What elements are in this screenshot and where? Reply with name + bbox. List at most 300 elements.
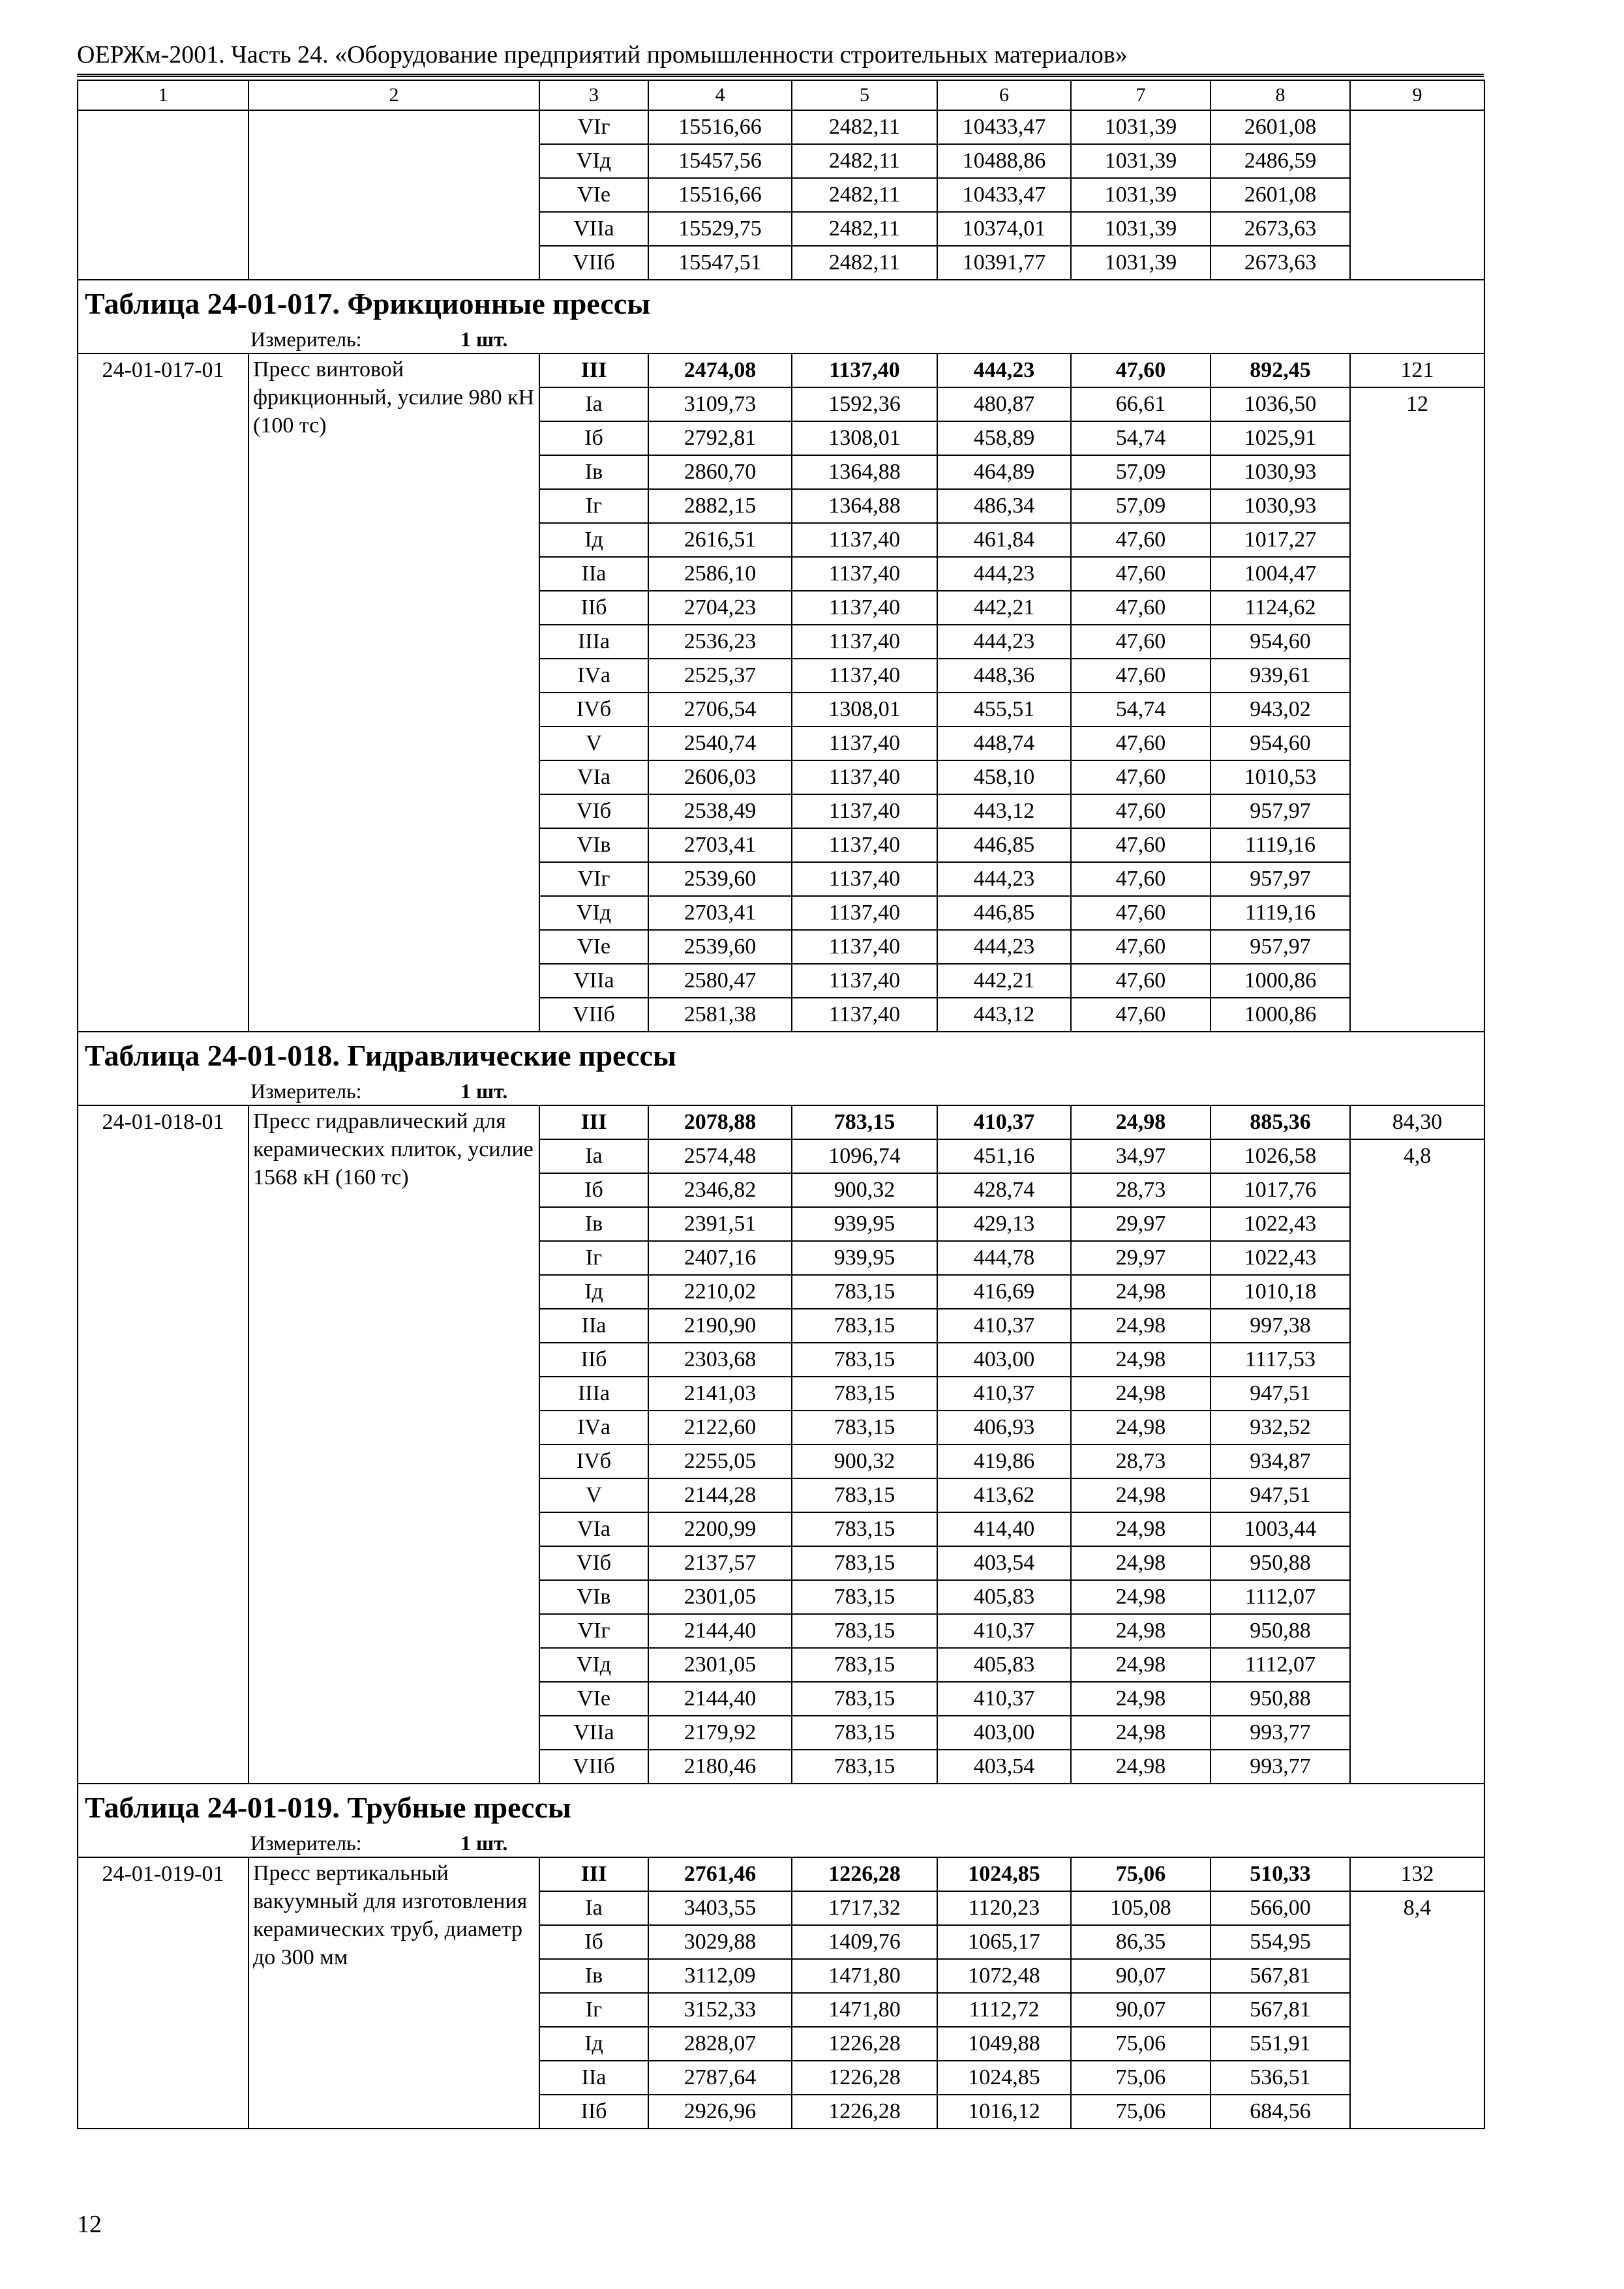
value-cell: 1592,36	[792, 387, 937, 421]
value-cell: 446,85	[937, 896, 1071, 930]
value-cell: 10488,86	[937, 144, 1071, 178]
value-cell: 15547,51	[648, 246, 792, 280]
value-cell: 1031,39	[1071, 246, 1210, 280]
value-cell: 939,61	[1210, 659, 1350, 693]
value-cell: 783,15	[792, 1411, 937, 1444]
zone-cell: Iв	[539, 1207, 648, 1241]
unit-row	[78, 1077, 1484, 1105]
value-cell: 1031,39	[1071, 110, 1210, 144]
value-cell: 954,60	[1210, 726, 1350, 760]
value-cell: 2180,46	[648, 1750, 792, 1784]
value-cell: 2539,60	[648, 862, 792, 896]
value-cell: 75,06	[1071, 2061, 1210, 2095]
column-number: 8	[1210, 80, 1350, 110]
value-cell: 536,51	[1210, 2061, 1350, 2095]
zone-cell: VIа	[539, 760, 648, 794]
zone-cell: IVа	[539, 1411, 648, 1444]
zone-cell: Iд	[539, 1275, 648, 1309]
value-cell: 2540,74	[648, 726, 792, 760]
zone-cell: VIе	[539, 930, 648, 964]
value-cell: 47,60	[1071, 591, 1210, 625]
value-cell: 24,98	[1071, 1614, 1210, 1648]
value-cell: 957,97	[1210, 794, 1350, 828]
value-cell: 1065,17	[937, 1925, 1071, 1959]
value-cell: 24,98	[1071, 1580, 1210, 1614]
value-cell: 1120,23	[937, 1891, 1071, 1925]
value-cell: 2301,05	[648, 1580, 792, 1614]
value-cell: 86,35	[1071, 1925, 1210, 1959]
value-cell: 2137,57	[648, 1546, 792, 1580]
zone-cell: VIе	[539, 178, 648, 212]
value-cell: 24,98	[1071, 1716, 1210, 1750]
value-cell: 47,60	[1071, 930, 1210, 964]
note-cell-empty	[1350, 110, 1484, 280]
value-cell: 458,89	[937, 421, 1071, 455]
value-cell: 410,37	[937, 1377, 1071, 1411]
value-cell: 414,40	[937, 1512, 1071, 1546]
rates-table	[77, 80, 1485, 2129]
value-cell: 1022,43	[1210, 1207, 1350, 1241]
value-cell: 1031,39	[1071, 178, 1210, 212]
value-cell: 957,97	[1210, 862, 1350, 896]
value-cell: 1137,40	[792, 557, 937, 591]
unit-label: Измеритель:	[250, 327, 362, 351]
value-cell: 943,02	[1210, 693, 1350, 726]
value-cell: 403,54	[937, 1546, 1071, 1580]
unit-label: Измеритель:	[250, 1831, 362, 1855]
value-cell: 54,74	[1071, 421, 1210, 455]
value-cell: 2122,60	[648, 1411, 792, 1444]
value-cell: 939,95	[792, 1241, 937, 1275]
value-cell: 993,77	[1210, 1750, 1350, 1784]
value-cell: 554,95	[1210, 1925, 1350, 1959]
value-cell: 105,08	[1071, 1891, 1210, 1925]
value-cell: 443,12	[937, 998, 1071, 1032]
value-cell: 448,74	[937, 726, 1071, 760]
column-number: 6	[937, 80, 1071, 110]
value-cell: 406,93	[937, 1411, 1071, 1444]
value-cell: 419,86	[937, 1444, 1071, 1478]
value-cell: 1137,40	[792, 964, 937, 998]
value-cell: 1112,07	[1210, 1580, 1350, 1614]
unit-value: 1 шт.	[460, 327, 508, 351]
value-cell: 1112,72	[937, 1993, 1071, 2027]
value-cell: 403,00	[937, 1716, 1071, 1750]
zone-cell: Iа	[539, 387, 648, 421]
value-cell: 900,32	[792, 1444, 937, 1478]
zone-cell: VIIа	[539, 1716, 648, 1750]
unit-value: 1 шт.	[460, 1831, 508, 1855]
value-cell: 1717,32	[792, 1891, 937, 1925]
value-cell: 1016,12	[937, 2095, 1071, 2129]
equipment-name: Пресс винтовой фрикционный, усилие 980 кН (100 тс)	[248, 353, 539, 1032]
value-cell: 1003,44	[1210, 1512, 1350, 1546]
value-cell: 2761,46	[648, 1857, 792, 1891]
zone-cell: Iв	[539, 455, 648, 489]
value-cell: 2144,40	[648, 1614, 792, 1648]
value-cell: 783,15	[792, 1343, 937, 1377]
value-cell: 75,06	[1071, 2095, 1210, 2129]
value-cell: 932,52	[1210, 1411, 1350, 1444]
value-cell: 1137,40	[792, 659, 937, 693]
column-number: 5	[792, 80, 937, 110]
unit-label: Измеритель:	[250, 1079, 362, 1103]
zone-cell: Iд	[539, 523, 648, 557]
value-cell: 24,98	[1071, 1750, 1210, 1784]
value-cell: 1049,88	[937, 2027, 1071, 2061]
column-number: 4	[648, 80, 792, 110]
value-cell: 2200,99	[648, 1512, 792, 1546]
value-cell: 1000,86	[1210, 998, 1350, 1032]
column-number: 3	[539, 80, 648, 110]
value-cell: 24,98	[1071, 1682, 1210, 1716]
value-cell: 783,15	[792, 1580, 937, 1614]
zone-cell: IIа	[539, 557, 648, 591]
zone-cell: III	[539, 1857, 648, 1891]
rate-code: 24-01-018-01	[78, 1105, 248, 1784]
header-rule	[77, 74, 1484, 77]
value-cell: 783,15	[792, 1716, 937, 1750]
value-cell: 2601,08	[1210, 110, 1350, 144]
value-cell: 783,15	[792, 1478, 937, 1512]
value-cell: 2407,16	[648, 1241, 792, 1275]
column-number: 1	[78, 80, 248, 110]
zone-cell: V	[539, 1478, 648, 1512]
table-section-title	[78, 1784, 1484, 1829]
zone-cell: IIб	[539, 591, 648, 625]
value-cell: 47,60	[1071, 998, 1210, 1032]
value-cell: 15457,56	[648, 144, 792, 178]
value-cell: 1017,76	[1210, 1173, 1350, 1207]
value-cell: 2539,60	[648, 930, 792, 964]
value-cell: 1137,40	[792, 760, 937, 794]
unit-cell	[78, 1829, 1484, 1857]
zone-cell: VIд	[539, 896, 648, 930]
value-cell: 2190,90	[648, 1309, 792, 1343]
value-cell: 783,15	[792, 1377, 937, 1411]
value-cell: 2828,07	[648, 2027, 792, 2061]
value-cell: 1036,50	[1210, 387, 1350, 421]
value-cell: 2706,54	[648, 693, 792, 726]
value-cell: 2482,11	[792, 246, 937, 280]
value-cell: 47,60	[1071, 726, 1210, 760]
value-cell: 444,23	[937, 625, 1071, 659]
value-cell: 1471,80	[792, 1959, 937, 1993]
value-cell: 783,15	[792, 1682, 937, 1716]
rate-code: 24-01-019-01	[78, 1857, 248, 2129]
value-cell: 1137,40	[792, 896, 937, 930]
value-cell: 47,60	[1071, 964, 1210, 998]
value-cell: 448,36	[937, 659, 1071, 693]
value-cell: 950,88	[1210, 1682, 1350, 1716]
unit-cell	[78, 1077, 1484, 1105]
zone-cell: IIIа	[539, 625, 648, 659]
zone-cell: III	[539, 1105, 648, 1139]
value-cell: 2792,81	[648, 421, 792, 455]
value-cell: 1137,40	[792, 862, 937, 896]
value-cell: 2486,59	[1210, 144, 1350, 178]
value-cell: 1117,53	[1210, 1343, 1350, 1377]
value-cell: 2255,05	[648, 1444, 792, 1478]
value-cell: 458,10	[937, 760, 1071, 794]
value-cell: 2482,11	[792, 178, 937, 212]
value-cell: 47,60	[1071, 760, 1210, 794]
zone-cell: IIб	[539, 2095, 648, 2129]
value-cell: 403,54	[937, 1750, 1071, 1784]
value-cell: 1026,58	[1210, 1139, 1350, 1173]
value-cell: 3403,55	[648, 1891, 792, 1925]
value-cell: 567,81	[1210, 1993, 1350, 2027]
zone-cell: VIг	[539, 862, 648, 896]
value-cell: 24,98	[1071, 1275, 1210, 1309]
value-cell: 3029,88	[648, 1925, 792, 1959]
zone-cell: VIIа	[539, 964, 648, 998]
value-cell: 1025,91	[1210, 421, 1350, 455]
zone-cell: VIе	[539, 1682, 648, 1716]
value-cell: 1024,85	[937, 2061, 1071, 2095]
equipment-name: Пресс вертикальный вакуумный для изготовления керамических труб, диаметр до 300 мм	[248, 1857, 539, 2129]
value-cell: 1409,76	[792, 1925, 937, 1959]
value-cell: 950,88	[1210, 1546, 1350, 1580]
unit-row	[78, 1829, 1484, 1857]
zone-cell: IVа	[539, 659, 648, 693]
zone-cell: VIд	[539, 144, 648, 178]
value-cell: 1226,28	[792, 2095, 937, 2129]
value-cell: 892,45	[1210, 353, 1350, 387]
value-cell: 567,81	[1210, 1959, 1350, 1993]
zone-cell: VIIб	[539, 998, 648, 1032]
value-cell: 1030,93	[1210, 455, 1350, 489]
value-cell: 2860,70	[648, 455, 792, 489]
value-cell: 2346,82	[648, 1173, 792, 1207]
table-row	[78, 353, 1484, 387]
value-cell: 66,61	[1071, 387, 1210, 421]
value-cell: 3152,33	[648, 1993, 792, 2027]
zone-cell: IIа	[539, 1309, 648, 1343]
zone-cell: Iг	[539, 489, 648, 523]
zone-cell: III	[539, 353, 648, 387]
unit-row	[78, 325, 1484, 353]
value-cell: 47,60	[1071, 659, 1210, 693]
table-row	[78, 1105, 1484, 1139]
zone-cell: Iа	[539, 1139, 648, 1173]
value-cell: 1124,62	[1210, 591, 1350, 625]
value-cell: 947,51	[1210, 1377, 1350, 1411]
value-cell: 1308,01	[792, 693, 937, 726]
section-title: Таблица 24-01-017. Фрикционные прессы	[78, 280, 1484, 325]
value-cell: 551,91	[1210, 2027, 1350, 2061]
value-cell: 2926,96	[648, 2095, 792, 2129]
zone-cell: IIб	[539, 1343, 648, 1377]
zone-cell: Iв	[539, 1959, 648, 1993]
value-cell: 442,21	[937, 591, 1071, 625]
value-cell: 783,15	[792, 1105, 937, 1139]
column-number: 9	[1350, 80, 1484, 110]
value-cell: 47,60	[1071, 625, 1210, 659]
value-cell: 24,98	[1071, 1377, 1210, 1411]
value-cell: 1004,47	[1210, 557, 1350, 591]
value-cell: 410,37	[937, 1682, 1071, 1716]
value-cell: 950,88	[1210, 1614, 1350, 1648]
column-number: 7	[1071, 80, 1210, 110]
value-cell: 2144,28	[648, 1478, 792, 1512]
equipment-name: Пресс гидравлический для керамических плиток, усилие 1568 кН (160 тс)	[248, 1105, 539, 1784]
zone-cell: Iа	[539, 1891, 648, 1925]
value-cell: 444,23	[937, 862, 1071, 896]
value-cell: 2606,03	[648, 760, 792, 794]
value-cell: 47,60	[1071, 794, 1210, 828]
note-value: 4,8	[1350, 1139, 1484, 1784]
value-cell: 75,06	[1071, 1857, 1210, 1891]
value-cell: 75,06	[1071, 2027, 1210, 2061]
value-cell: 1024,85	[937, 1857, 1071, 1891]
value-cell: 10433,47	[937, 178, 1071, 212]
value-cell: 684,56	[1210, 2095, 1350, 2129]
value-cell: 34,97	[1071, 1139, 1210, 1173]
zone-cell: IIIа	[539, 1377, 648, 1411]
value-cell: 993,77	[1210, 1716, 1350, 1750]
zone-cell: Iб	[539, 1173, 648, 1207]
value-cell: 2474,08	[648, 353, 792, 387]
zone-cell: Iб	[539, 1925, 648, 1959]
value-cell: 2601,08	[1210, 178, 1350, 212]
value-cell: 410,37	[937, 1614, 1071, 1648]
value-cell: 1010,18	[1210, 1275, 1350, 1309]
value-cell: 47,60	[1071, 862, 1210, 896]
code-cell-empty	[78, 110, 248, 280]
zone-cell: Iд	[539, 2027, 648, 2061]
zone-cell: Iг	[539, 1993, 648, 2027]
value-cell: 480,87	[937, 387, 1071, 421]
value-cell: 783,15	[792, 1614, 937, 1648]
value-cell: 10433,47	[937, 110, 1071, 144]
zone-cell: IVб	[539, 1444, 648, 1478]
value-cell: 444,23	[937, 930, 1071, 964]
value-cell: 2787,64	[648, 2061, 792, 2095]
value-cell: 1364,88	[792, 455, 937, 489]
value-cell: 1137,40	[792, 930, 937, 964]
value-cell: 1030,93	[1210, 489, 1350, 523]
value-cell: 566,00	[1210, 1891, 1350, 1925]
value-cell: 15516,66	[648, 110, 792, 144]
rate-code: 24-01-017-01	[78, 353, 248, 1032]
zone-cell: V	[539, 726, 648, 760]
value-cell: 2179,92	[648, 1716, 792, 1750]
value-cell: 57,09	[1071, 455, 1210, 489]
value-cell: 1119,16	[1210, 896, 1350, 930]
value-cell: 2616,51	[648, 523, 792, 557]
value-cell: 1137,40	[792, 523, 937, 557]
value-cell: 2210,02	[648, 1275, 792, 1309]
value-cell: 954,60	[1210, 625, 1350, 659]
value-cell: 410,37	[937, 1105, 1071, 1139]
zone-cell: VIIб	[539, 1750, 648, 1784]
value-cell: 2538,49	[648, 794, 792, 828]
value-cell: 1072,48	[937, 1959, 1071, 1993]
zone-cell: VIа	[539, 1512, 648, 1546]
column-number: 2	[248, 80, 539, 110]
value-cell: 1137,40	[792, 625, 937, 659]
value-cell: 444,23	[937, 557, 1071, 591]
value-cell: 2581,38	[648, 998, 792, 1032]
section-title: Таблица 24-01-019. Трубные прессы	[78, 1784, 1484, 1829]
value-cell: 2144,40	[648, 1682, 792, 1716]
value-cell: 47,60	[1071, 828, 1210, 862]
value-cell: 24,98	[1071, 1512, 1210, 1546]
value-cell: 947,51	[1210, 1478, 1350, 1512]
value-cell: 90,07	[1071, 1993, 1210, 2027]
zone-cell: VIIб	[539, 246, 648, 280]
value-cell: 446,85	[937, 828, 1071, 862]
value-cell: 2586,10	[648, 557, 792, 591]
zone-cell: Iг	[539, 1241, 648, 1275]
value-cell: 416,69	[937, 1275, 1071, 1309]
value-cell: 2673,63	[1210, 246, 1350, 280]
value-cell: 410,37	[937, 1309, 1071, 1343]
value-cell: 10391,77	[937, 246, 1071, 280]
value-cell: 1119,16	[1210, 828, 1350, 862]
value-cell: 29,97	[1071, 1207, 1210, 1241]
value-cell: 2391,51	[648, 1207, 792, 1241]
zone-cell: VIIа	[539, 212, 648, 246]
value-cell: 783,15	[792, 1309, 937, 1343]
zone-cell: VIг	[539, 1614, 648, 1648]
table-row	[78, 1857, 1484, 1891]
value-cell: 2536,23	[648, 625, 792, 659]
value-cell: 885,36	[1210, 1105, 1350, 1139]
value-cell: 28,73	[1071, 1444, 1210, 1478]
value-cell: 24,98	[1071, 1105, 1210, 1139]
value-cell: 403,00	[937, 1343, 1071, 1377]
value-cell: 783,15	[792, 1546, 937, 1580]
value-cell: 3109,73	[648, 387, 792, 421]
value-cell: 1308,01	[792, 421, 937, 455]
value-cell: 900,32	[792, 1173, 937, 1207]
value-cell: 1017,27	[1210, 523, 1350, 557]
value-cell: 15529,75	[648, 212, 792, 246]
value-cell: 2673,63	[1210, 212, 1350, 246]
value-cell: 1471,80	[792, 1993, 937, 2027]
value-cell: 54,74	[1071, 693, 1210, 726]
zone-cell: IVб	[539, 693, 648, 726]
zone-cell: VIв	[539, 828, 648, 862]
zone-cell: VIб	[539, 794, 648, 828]
page-number: 12	[77, 2211, 102, 2238]
value-cell: 1226,28	[792, 1857, 937, 1891]
table-section-title	[78, 1032, 1484, 1077]
value-cell: 24,98	[1071, 1478, 1210, 1512]
value-cell: 1364,88	[792, 489, 937, 523]
value-cell: 486,34	[937, 489, 1071, 523]
value-cell: 47,60	[1071, 353, 1210, 387]
value-cell: 24,98	[1071, 1546, 1210, 1580]
value-cell: 2303,68	[648, 1343, 792, 1377]
note-value: 132	[1350, 1857, 1484, 1891]
value-cell: 783,15	[792, 1648, 937, 1682]
value-cell: 451,16	[937, 1139, 1071, 1173]
value-cell: 2141,03	[648, 1377, 792, 1411]
name-cell-empty	[248, 110, 539, 280]
value-cell: 24,98	[1071, 1309, 1210, 1343]
value-cell: 15516,66	[648, 178, 792, 212]
value-cell: 24,98	[1071, 1343, 1210, 1377]
value-cell: 1137,40	[792, 998, 937, 1032]
value-cell: 1000,86	[1210, 964, 1350, 998]
value-cell: 3112,09	[648, 1959, 792, 1993]
value-cell: 1010,53	[1210, 760, 1350, 794]
value-cell: 57,09	[1071, 489, 1210, 523]
value-cell: 461,84	[937, 523, 1071, 557]
